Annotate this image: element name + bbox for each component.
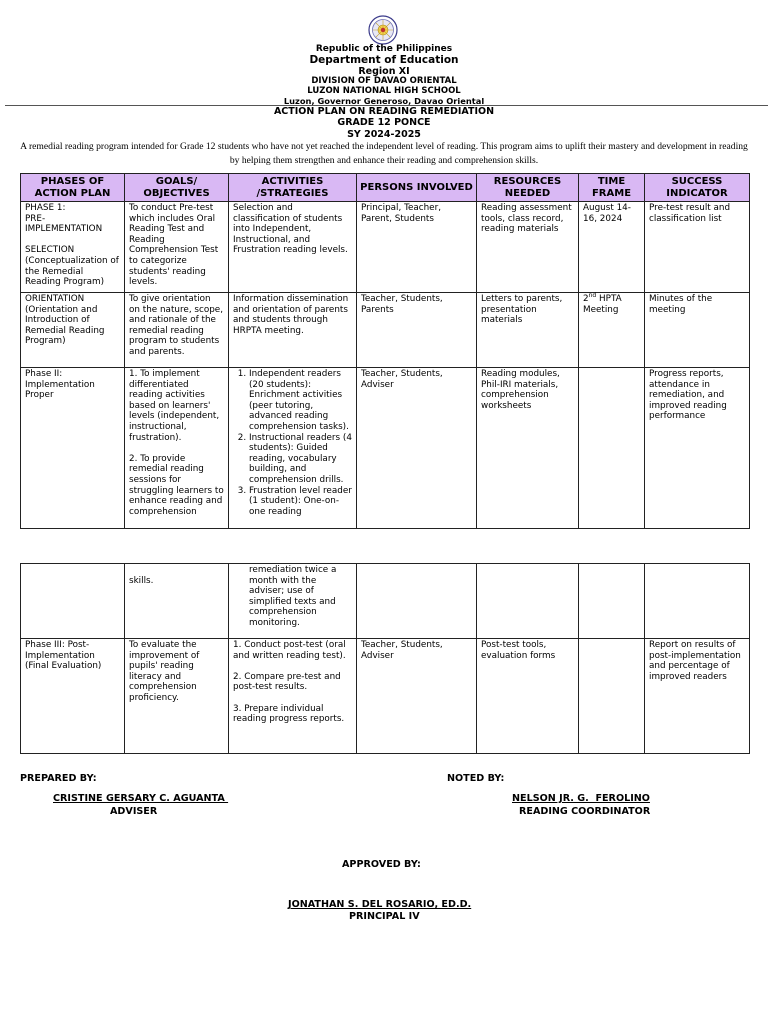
table-row bbox=[21, 368, 750, 529]
row3-activities-list bbox=[233, 369, 352, 517]
table-row bbox=[21, 202, 750, 293]
row1-indicator: Pre-test result and classification list bbox=[645, 202, 750, 293]
row2-time-suffix: nd bbox=[588, 292, 597, 300]
row2-time bbox=[579, 293, 645, 368]
table-row bbox=[21, 293, 750, 368]
row3-time bbox=[579, 368, 645, 529]
row3-phase: Phase II: Implementation Proper bbox=[21, 368, 125, 529]
row1-resources: Reading assessment tools, class record, reading materials bbox=[477, 202, 579, 293]
row4-persons: Teacher, Students, Adviser bbox=[357, 639, 477, 754]
header-department: Department of Education bbox=[309, 54, 459, 66]
noted-by-label: NOTED BY: bbox=[447, 773, 505, 784]
header-time-frame: TIME FRAME bbox=[579, 174, 645, 202]
row3-cont-persons bbox=[357, 564, 477, 639]
deped-seal-logo bbox=[368, 15, 398, 45]
row3-cont-resources bbox=[477, 564, 579, 639]
table-header-row bbox=[21, 174, 750, 202]
header-division: DIVISION OF DAVAO ORIENTAL bbox=[311, 76, 457, 86]
prepared-by-label: PREPARED BY: bbox=[20, 773, 97, 784]
row2-phase: ORIENTATION (Orientation and Introduction of Remedial Reading Program) bbox=[21, 293, 125, 368]
row2-persons: Teacher, Students, Parents bbox=[357, 293, 477, 368]
row2-indicator: Minutes of the meeting bbox=[645, 293, 750, 368]
row2-time-number: 2 bbox=[583, 294, 589, 304]
header-activities: ACTIVITIES /STRATEGIES bbox=[229, 174, 357, 202]
row3-cont-phase bbox=[21, 564, 125, 639]
document-grade: GRADE 12 PONCE bbox=[337, 117, 431, 128]
row3-resources: Reading modules, Phil-IRI materials, comprehension worksheets bbox=[477, 368, 579, 529]
row3-cont-goals: skills. bbox=[125, 564, 229, 639]
approved-by-title: PRINCIPAL IV bbox=[349, 911, 420, 922]
action-plan-table-continued bbox=[20, 563, 750, 754]
row3-persons: Teacher, Students, Adviser bbox=[357, 368, 477, 529]
row4-resources: Post-test tools, evaluation forms bbox=[477, 639, 579, 754]
header-region: Region XI bbox=[358, 66, 410, 77]
header-phases: PHASES OF ACTION PLAN bbox=[21, 174, 125, 202]
row1-time: August 14-16, 2024 bbox=[579, 202, 645, 293]
row2-resources: Letters to parents, presentation materials bbox=[477, 293, 579, 368]
header-school: LUZON NATIONAL HIGH SCHOOL bbox=[307, 86, 461, 96]
approved-by-name: JONATHAN S. DEL ROSARIO, ED.D. bbox=[288, 899, 472, 910]
approved-by-label: APPROVED BY: bbox=[342, 859, 421, 870]
row4-goals: To evaluate the improvement of pupils' reading literacy and comprehension proficiency. bbox=[125, 639, 229, 754]
header-success-indicator: SUCCESS INDICATOR bbox=[645, 174, 750, 202]
row3-indicator: Progress reports, attendance in remediation, and improved reading performance bbox=[645, 368, 750, 529]
row4-indicator: Report on results of post-implementation and percentage of improved readers bbox=[645, 639, 750, 754]
row4-activities: 1. Conduct post-test (oral and written reading test). 2. Compare pre-test and post-test results. 3. Prepare individual reading progress reports. bbox=[229, 639, 357, 754]
row1-persons: Principal, Teacher, Parent, Students bbox=[357, 202, 477, 293]
header-persons: PERSONS INVOLVED bbox=[357, 174, 477, 202]
header-address: Luzon, Governor Generoso, Davao Oriental bbox=[283, 96, 485, 106]
noted-by-name: NELSON JR. G. FEROLINO bbox=[512, 793, 650, 804]
row1-activities: Selection and classification of students into Independent, Instructional, and Frustration reading levels. bbox=[229, 202, 357, 293]
row3-cont-time bbox=[579, 564, 645, 639]
row1-phase: PHASE 1: PRE- IMPLEMENTATION SELECTION (Conceptualization of the Remedial Reading Program) bbox=[21, 202, 125, 293]
row3-goals: 1. To implement differentiated reading activities based on learners' levels (independent, instructional, frustration). 2. To provide remedial reading sessions for struggling learners to enhance reading and comprehension bbox=[125, 368, 229, 529]
table-row bbox=[21, 564, 750, 639]
action-plan-table bbox=[20, 173, 750, 529]
list-item: 1. Independent readers (20 students): Enrichment activities (peer tutoring, advanced reading comprehension tasks). bbox=[249, 369, 352, 433]
intro-paragraph: A remedial reading program intended for Grade 12 students who have not yet reached the independent level of reading. This program aims to uplift their mastery and development in reading by helping them strengthen and enhance their reading and comprehension skills. bbox=[20, 141, 748, 166]
header-resources: RESOURCES NEEDED bbox=[477, 174, 579, 202]
row4-time bbox=[579, 639, 645, 754]
prepared-by-name: CRISTINE GERSARY C. AGUANTA bbox=[53, 793, 229, 804]
table-row bbox=[21, 639, 750, 754]
row2-goals: To give orientation on the nature, scope, and rationale of the remedial reading program to students and parents. bbox=[125, 293, 229, 368]
row3-activities bbox=[229, 368, 357, 529]
document-school-year: SY 2024-2025 bbox=[347, 129, 421, 140]
row3-cont-indicator bbox=[645, 564, 750, 639]
header-republic: Republic of the Philippines bbox=[315, 44, 453, 54]
row2-activities: Information dissemination and orientation of parents and students through HRPTA meeting. bbox=[229, 293, 357, 368]
prepared-by-title: ADVISER bbox=[110, 806, 158, 817]
row2-time-text: HPTA Meeting bbox=[583, 294, 622, 315]
document-title: ACTION PLAN ON READING REMEDIATION bbox=[273, 106, 495, 117]
header-goals: GOALS/ OBJECTIVES bbox=[125, 174, 229, 202]
row1-goals: To conduct Pre-test which includes Oral Reading Test and Reading Comprehension Test to categorize students' reading levels. bbox=[125, 202, 229, 293]
noted-by-title: READING COORDINATOR bbox=[519, 806, 651, 817]
row3-cont-activities: remediation twice a month with the adviser; use of simplified texts and comprehension monitoring. bbox=[229, 564, 357, 639]
list-item: 2. Instructional readers (4 students): Guided reading, vocabulary building, and comprehension drills. bbox=[249, 433, 352, 486]
row4-phase: Phase III: Post-Implementation (Final Evaluation) bbox=[21, 639, 125, 754]
list-item: 3. Frustration level reader (1 student): One-on-one reading bbox=[249, 486, 352, 518]
